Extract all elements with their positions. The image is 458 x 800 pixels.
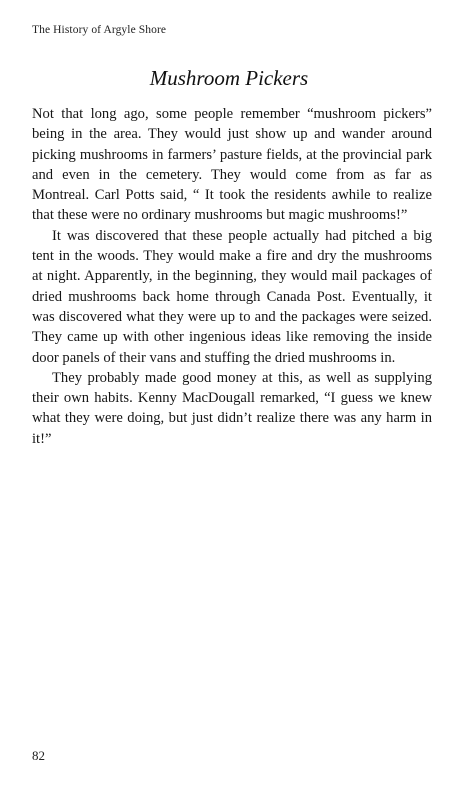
paragraph-2: It was discovered that these people actually had pitched a big tent in the woods. They would make a fire and dry the mushrooms at night. Apparently, in the beginning, they would mail packages of dried mushrooms back home through Canada Post. Eventually, it was discovered what they were up to and the packages were seized. They came up with other ingenious ideas like removing the inside door panels of their vans and stuffing the dried mushrooms in. xyxy=(32,227,432,366)
paragraph-1: Not that long ago, some people remember “mushroom pickers” being in the area. They would just show up and wander around picking mushrooms in farmers’ pasture fields, at the provincial park and even in the cemetery. They would come from as far as Montreal. Carl Potts said, “ It took the residents awhile to realize that these were no ordinary mushrooms but magic mushrooms!” xyxy=(32,106,432,224)
body-text xyxy=(32,104,432,449)
running-head: The History of Argyle Shore xyxy=(32,24,167,36)
page-number: 82 xyxy=(32,748,45,763)
chapter-title: Mushroom Pickers xyxy=(149,66,309,90)
paragraph-3: They probably made good money at this, as well as supplying their own habits. Kenny MacDougall remarked, “I guess we knew what they were doing, but just didn’t realize there was any harm in it!” xyxy=(32,369,432,447)
